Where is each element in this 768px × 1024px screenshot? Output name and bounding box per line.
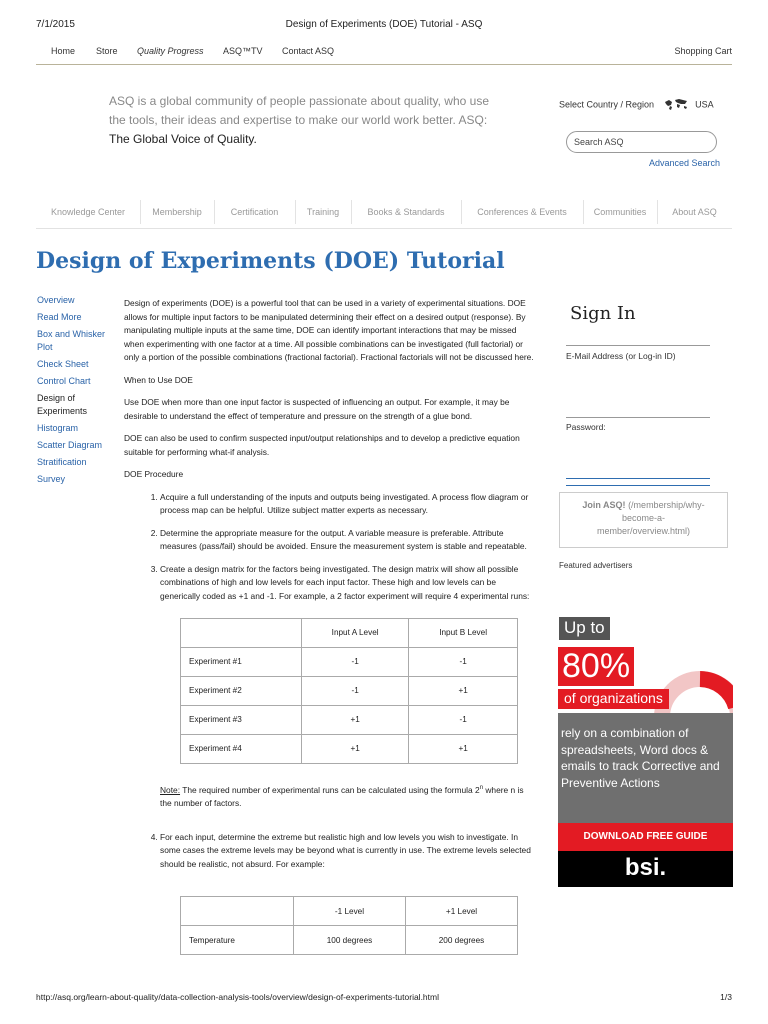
side-nav-read-more[interactable]: Read More bbox=[37, 312, 82, 322]
globe-icon bbox=[663, 98, 689, 112]
side-nav-doe-l1: Design of bbox=[37, 393, 76, 403]
side-nav-scatter-diagram[interactable]: Scatter Diagram bbox=[37, 440, 103, 450]
main-nav-certification[interactable]: Certification bbox=[230, 207, 279, 217]
design-matrix-table bbox=[180, 618, 518, 764]
main-nav-books-standards[interactable]: Books & Standards bbox=[367, 207, 445, 217]
note-superscript: n bbox=[479, 785, 484, 791]
table-header-row bbox=[181, 897, 518, 926]
procedure-step-4-text: For each input, determine the extreme but realistic high and low levels you wish to investigate. In some cases the extreme levels may be beyond what is currently in use. The extreme levels selected should be realistic, not absurd. For example: bbox=[160, 831, 531, 869]
tagline-line-2: the tools, their ideas and expertise to make our world work better. ASQ: bbox=[109, 113, 488, 127]
country-label: Select Country / Region bbox=[559, 99, 655, 110]
procedure-step-3-text: Create a design matrix for the factors being investigated. The design matrix will show all possible combinations of high and low levels for each input factor. These high and low levels can be generically coded as +1 and -1. For example, a 2 factor experiment will require 4 experimental runs: bbox=[160, 563, 530, 601]
sign-in-divider bbox=[566, 345, 710, 346]
table-cell: -1 bbox=[409, 648, 518, 677]
when-heading: When to Use DOE bbox=[124, 374, 193, 385]
bsi-advertisement[interactable] bbox=[558, 587, 733, 887]
table-header-row bbox=[181, 619, 518, 648]
ad-of-organizations: of organizations bbox=[558, 689, 669, 709]
footer-url: http://asq.org/learn-about-quality/data-collection-analysis-tools/overview/design-of-experiments-tutorial.html bbox=[36, 992, 439, 1002]
side-nav-overview[interactable]: Overview bbox=[37, 295, 75, 305]
side-nav-doe-l2: Experiments bbox=[37, 406, 88, 416]
table-row bbox=[181, 677, 518, 706]
table-row bbox=[181, 648, 518, 677]
advanced-search-link[interactable]: Advanced Search bbox=[649, 158, 721, 168]
table-row bbox=[181, 706, 518, 735]
footer-page-number: 1/3 bbox=[720, 992, 732, 1002]
main-nav-conferences-events[interactable]: Conferences & Events bbox=[477, 207, 567, 217]
table-cell: Experiment #3 bbox=[181, 706, 302, 735]
country-value: USA bbox=[695, 99, 714, 110]
print-title: Design of Experiments (DOE) Tutorial - ASQ bbox=[285, 19, 483, 30]
main-nav bbox=[36, 196, 732, 229]
sign-in-submit-bar[interactable] bbox=[566, 485, 710, 486]
featured-advertisers-label: Featured advertisers bbox=[559, 561, 633, 570]
side-nav-control-chart[interactable]: Control Chart bbox=[37, 376, 91, 386]
procedure-list bbox=[124, 491, 536, 956]
page-title: Design of Experiments (DOE) Tutorial bbox=[36, 248, 505, 274]
join-asq-url-3: member/overview.html) bbox=[596, 526, 691, 536]
main-nav-about-asq[interactable]: About ASQ bbox=[672, 207, 717, 217]
note-label: Note: bbox=[160, 784, 181, 795]
side-nav bbox=[37, 294, 113, 490]
nav-store-link[interactable]: Store bbox=[96, 46, 118, 56]
side-nav-box-whisker-l1: Box and Whisker bbox=[37, 329, 106, 339]
table-cell: +1 bbox=[302, 706, 409, 735]
tagline-line-3: The Global Voice of Quality. bbox=[109, 132, 257, 146]
table-cell: -1 bbox=[302, 677, 409, 706]
table-header-cell: +1 Level bbox=[406, 897, 518, 926]
ad-percent: 80% bbox=[558, 647, 634, 686]
search-input[interactable]: Search ASQ bbox=[566, 131, 717, 153]
note-text-a: The required number of experimental runs can be calculated using the formula 2 bbox=[180, 784, 480, 795]
note-text-b: where n is the number of factors. bbox=[160, 784, 524, 809]
side-nav-doe-current[interactable] bbox=[37, 392, 113, 418]
procedure-step-2: 2. Determine the appropriate measure for the output. A variable measure is preferable. Attribute measures (pass/fail) should be avoided. Ensure the measurement system is stable and repeatable. bbox=[160, 527, 536, 554]
nav-home-link[interactable]: Home bbox=[51, 46, 76, 56]
table-row bbox=[181, 735, 518, 764]
table-header-cell bbox=[181, 897, 294, 926]
table-cell: +1 bbox=[409, 677, 518, 706]
procedure-step-1: 1. Acquire a full understanding of the inputs and outputs being investigated. A process flow diagram or process map can be helpful. Utilize subject matter experts as necessary. bbox=[160, 491, 536, 518]
table-cell: -1 bbox=[409, 706, 518, 735]
table-header-cell: Input B Level bbox=[409, 619, 518, 648]
intro-paragraph: Design of experiments (DOE) is a powerful tool that can be used in a variety of experimental situations. DOE allows for multiple input factors to be manipulated determining their effect on a desired output (response). By manipulating multiple inputs at the same time, DOE can identify important interactions that may be missed when experimenting with one factor at a time. All possible combinations can be investigated (full factorial) or only a portion of the possible combinations (fractional factorial). Fractional factorials will not be discussed here. bbox=[124, 298, 534, 362]
table-header-cell bbox=[181, 619, 302, 648]
top-nav bbox=[36, 40, 732, 65]
join-asq-link[interactable] bbox=[559, 492, 728, 548]
side-nav-stratification[interactable]: Stratification bbox=[37, 457, 87, 467]
table-cell: Experiment #4 bbox=[181, 735, 302, 764]
note bbox=[160, 782, 536, 811]
levels-table bbox=[180, 896, 518, 955]
procedure-heading: DOE Procedure bbox=[124, 469, 184, 479]
nav-quality-progress-link[interactable]: Quality Progress bbox=[137, 46, 204, 56]
ad-body-text: rely on a combination of spreadsheets, Word docs & emails to track Corrective and Preventive Actions bbox=[561, 726, 720, 790]
email-field[interactable] bbox=[566, 417, 710, 418]
print-date: 7/1/2015 bbox=[36, 19, 75, 30]
table-row bbox=[181, 926, 518, 955]
main-nav-membership[interactable]: Membership bbox=[152, 207, 202, 217]
join-asq-url-2: become-a- bbox=[621, 513, 666, 523]
when-paragraph-1: Use DOE when more than one input factor is suspected of influencing an output. For example, it may be desirable to understand the effect of temperature and pressure on the strength of a glue bond. bbox=[124, 397, 510, 421]
tagline-line-1: ASQ is a global community of people passionate about quality, who use bbox=[109, 94, 490, 108]
procedure-step-3 bbox=[160, 563, 536, 811]
table-cell: Experiment #1 bbox=[181, 648, 302, 677]
side-nav-check-sheet[interactable]: Check Sheet bbox=[37, 359, 89, 369]
side-nav-box-whisker[interactable] bbox=[37, 328, 113, 354]
email-label: E-Mail Address (or Log-in ID) bbox=[566, 351, 676, 361]
article-body bbox=[124, 297, 536, 964]
table-header-cell: -1 Level bbox=[294, 897, 406, 926]
bsi-logo: bsi. bbox=[558, 851, 733, 887]
table-cell: 100 degrees bbox=[294, 926, 406, 955]
table-header-cell: Input A Level bbox=[302, 619, 409, 648]
table-cell: 200 degrees bbox=[406, 926, 518, 955]
shopping-cart-link[interactable]: Shopping Cart bbox=[674, 46, 732, 56]
sign-in-title: Sign In bbox=[570, 303, 636, 324]
side-nav-histogram[interactable]: Histogram bbox=[37, 423, 79, 433]
table-cell: Experiment #2 bbox=[181, 677, 302, 706]
nav-asq-tv-link[interactable]: ASQ™TV bbox=[223, 46, 263, 56]
side-nav-box-whisker-l2: Plot bbox=[37, 342, 53, 352]
main-nav-training[interactable]: Training bbox=[306, 207, 340, 217]
procedure-step-4 bbox=[160, 831, 536, 956]
main-nav-knowledge-center[interactable]: Knowledge Center bbox=[50, 207, 126, 217]
country-selector[interactable] bbox=[559, 98, 714, 112]
ad-up-to: Up to bbox=[559, 617, 610, 640]
table-cell: Temperature bbox=[181, 926, 294, 955]
download-guide-button[interactable]: DOWNLOAD FREE GUIDE bbox=[558, 823, 733, 851]
nav-contact-link[interactable]: Contact ASQ bbox=[282, 46, 335, 56]
password-field[interactable] bbox=[566, 478, 710, 479]
table-cell: +1 bbox=[302, 735, 409, 764]
table-cell: -1 bbox=[302, 648, 409, 677]
side-nav-survey[interactable]: Survey bbox=[37, 474, 66, 484]
main-nav-communities[interactable]: Communities bbox=[593, 207, 647, 217]
when-paragraph-2: DOE can also be used to confirm suspected input/output relationships and to develop a predictive equation suitable for performing what-if analysis. bbox=[124, 433, 520, 457]
join-asq-url-1: (/membership/why- bbox=[625, 500, 705, 510]
table-cell: +1 bbox=[409, 735, 518, 764]
password-label: Password: bbox=[566, 422, 606, 432]
asq-tagline bbox=[109, 92, 519, 149]
join-asq-bold: Join ASQ! bbox=[582, 500, 626, 510]
